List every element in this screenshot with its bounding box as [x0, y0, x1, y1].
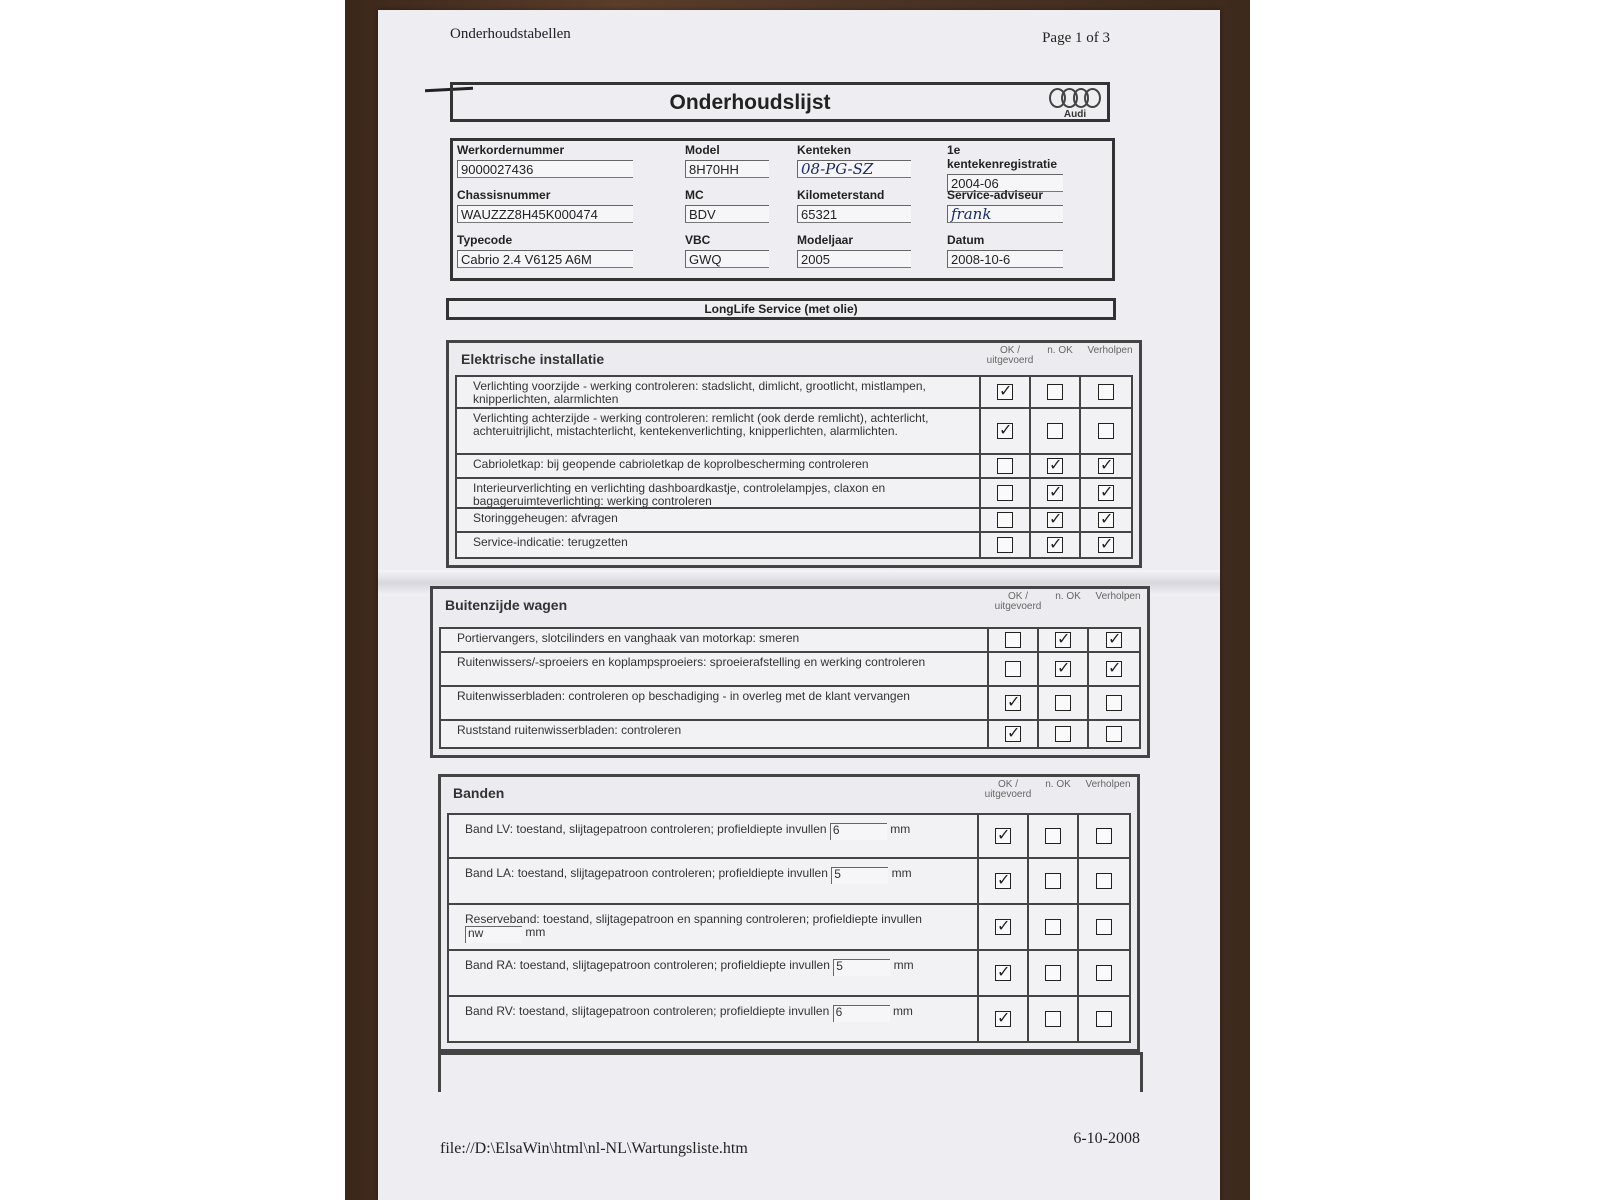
- checkbox-cell: [1079, 815, 1129, 857]
- vbc-value: GWQ: [685, 250, 769, 268]
- werkordernummer-value: 9000027436: [457, 160, 633, 178]
- verholpen-checkbox[interactable]: [1096, 965, 1112, 981]
- column-headers: [983, 780, 1133, 800]
- checklist-rows: [439, 627, 1141, 749]
- checkbox-cell: [1029, 859, 1079, 903]
- checkbox-cell: [989, 721, 1039, 747]
- tread-depth-input[interactable]: 5: [833, 959, 890, 976]
- nok-checkbox[interactable]: [1047, 423, 1063, 439]
- checkbox-cell: [1031, 533, 1081, 557]
- col-nok: n. OK: [1047, 345, 1073, 356]
- checkbox-cell: [1081, 377, 1131, 407]
- checkbox-cell: [979, 997, 1029, 1041]
- row-text: Portiervangers, slotcilinders en vanghaak van motorkap: smeren: [457, 631, 800, 645]
- registratie-field: 1e kentekenregistratie 2004-06: [947, 143, 1063, 192]
- row-description: [449, 815, 979, 857]
- section-buitenzijde: [430, 586, 1150, 758]
- km-field: Kilometerstand 65321: [797, 188, 911, 223]
- checkbox-cell: [1029, 905, 1079, 949]
- page-title: Onderhoudslijst: [669, 91, 831, 114]
- maintenance-sheet: [378, 10, 1220, 1200]
- datum-field: Datum 2008-10-6: [947, 233, 1063, 268]
- checkbox-cell: [1039, 721, 1089, 747]
- row-text: Verlichting achterzijde - werking controleren: remlicht (ook derde remlicht), achterlicht, achteruitrijlicht, mistachterlicht, kentekenverlichting, knipperlichten, alarmlichten.: [473, 411, 929, 438]
- checkbox-cell: [1039, 687, 1089, 719]
- unit-label: mm: [891, 866, 912, 880]
- model-value: 8H70HH: [685, 160, 769, 178]
- checkbox-cell: [1031, 509, 1081, 531]
- checkbox-cell: [989, 687, 1039, 719]
- row-text: Verlichting voorzijde - werking controleren: stadslicht, dimlicht, grootlicht, mistlampen, knipperlichten, alarmlichten: [473, 379, 926, 406]
- row-text: Ruitenwisserbladen: controleren op beschadiging - in overleg met de klant vervangen: [457, 689, 910, 703]
- row-description: [457, 533, 981, 557]
- typecode-field: Typecode Cabrio 2.4 V6125 A6M: [457, 233, 633, 268]
- checkbox-cell: [979, 905, 1029, 949]
- ok-checkbox[interactable]: [997, 537, 1013, 553]
- checkbox-cell: [1081, 509, 1131, 531]
- unit-label: mm: [893, 958, 914, 972]
- ok-checkbox[interactable]: [995, 828, 1011, 844]
- checkbox-cell: [981, 409, 1031, 453]
- nok-checkbox[interactable]: [1047, 485, 1063, 501]
- chassis-field: Chassisnummer WAUZZZ8H45K000474: [457, 188, 633, 223]
- checkbox-cell: [1079, 859, 1129, 903]
- table-row: [439, 653, 1141, 687]
- checkbox-cell: [979, 815, 1029, 857]
- nok-checkbox[interactable]: [1045, 965, 1061, 981]
- table-row: [447, 813, 1131, 859]
- verholpen-checkbox[interactable]: [1098, 458, 1114, 474]
- vbc-field: VBC GWQ: [685, 233, 769, 268]
- checkbox-cell: [1081, 533, 1131, 557]
- checkbox-cell: [1079, 951, 1129, 995]
- row-description: [457, 509, 981, 531]
- audi-logo: [1049, 88, 1101, 118]
- col-verholpen: Verholpen: [1085, 779, 1131, 790]
- model-field: Model 8H70HH: [685, 143, 769, 178]
- checkbox-cell: [981, 533, 1031, 557]
- row-description: [457, 377, 981, 407]
- page-number: Page 1 of 3: [1042, 30, 1110, 46]
- table-row: [439, 627, 1141, 653]
- modeljaar-field: Modeljaar 2005: [797, 233, 911, 268]
- nok-checkbox[interactable]: [1045, 1011, 1061, 1027]
- verholpen-checkbox[interactable]: [1096, 1011, 1112, 1027]
- section-title: Banden: [453, 785, 505, 801]
- checkbox-cell: [1031, 455, 1081, 477]
- checkbox-cell: [1089, 687, 1139, 719]
- row-text: Band RV: toestand, slijtagepatroon controleren; profieldiepte invullen: [465, 1004, 830, 1018]
- nok-checkbox[interactable]: [1055, 695, 1071, 711]
- mc-field: MC BDV: [685, 188, 769, 223]
- checkbox-cell: [1081, 479, 1131, 507]
- verholpen-checkbox[interactable]: [1106, 661, 1122, 677]
- audi-rings-icon: [1049, 88, 1101, 108]
- table-row: [455, 509, 1133, 533]
- header-left: Onderhoudstabellen: [450, 26, 571, 42]
- verholpen-checkbox[interactable]: [1098, 537, 1114, 553]
- nok-checkbox[interactable]: [1055, 632, 1071, 648]
- ok-checkbox[interactable]: [997, 485, 1013, 501]
- col-verholpen: Verholpen: [1095, 591, 1141, 602]
- row-text: Ruststand ruitenwisserbladen: controleren: [457, 723, 682, 737]
- row-text: Reserveband: toestand, slijtagepatroon en spanning controleren; profieldiepte invullen: [465, 912, 922, 926]
- checkbox-cell: [1079, 905, 1129, 949]
- checkbox-cell: [989, 629, 1039, 651]
- section-title: Buitenzijde wagen: [445, 597, 568, 613]
- verholpen-checkbox[interactable]: [1106, 695, 1122, 711]
- verholpen-checkbox[interactable]: [1098, 423, 1114, 439]
- column-headers: [993, 592, 1143, 612]
- verholpen-checkbox[interactable]: [1106, 632, 1122, 648]
- table-row: [455, 479, 1133, 509]
- section-elektrisch: [446, 340, 1142, 568]
- row-text: Band RA: toestand, slijtagepatroon controleren; profieldiepte invullen: [465, 958, 830, 972]
- footer-path: file://D:\ElsaWin\html\nl-NL\Wartungsliste.htm: [440, 1140, 748, 1157]
- km-value: 65321: [797, 205, 911, 223]
- table-row: [455, 533, 1133, 559]
- row-description: [449, 859, 979, 903]
- checkbox-cell: [1081, 409, 1131, 453]
- mc-value: BDV: [685, 205, 769, 223]
- checkbox-cell: [1039, 629, 1089, 651]
- ok-checkbox[interactable]: [995, 919, 1011, 935]
- table-row: [455, 409, 1133, 455]
- nok-checkbox[interactable]: [1055, 726, 1071, 742]
- verholpen-checkbox[interactable]: [1096, 873, 1112, 889]
- werkordernummer-field: Werkordernummer 9000027436: [457, 143, 633, 178]
- col-verholpen: Verholpen: [1087, 345, 1133, 356]
- verholpen-checkbox[interactable]: [1098, 485, 1114, 501]
- row-description: [441, 653, 989, 685]
- adviseur-field: Service-adviseur frank: [947, 188, 1063, 223]
- checkbox-cell: [1031, 409, 1081, 453]
- tread-depth-input[interactable]: 6: [833, 1005, 890, 1022]
- typecode-value: Cabrio 2.4 V6125 A6M: [457, 250, 633, 268]
- checkbox-cell: [981, 509, 1031, 531]
- table-row: [439, 721, 1141, 749]
- checkbox-cell: [1029, 815, 1079, 857]
- kenteken-value: 08-PG-SZ: [797, 160, 911, 178]
- unit-label: mm: [525, 925, 546, 939]
- title-box: [450, 82, 1110, 122]
- checklist-rows: [455, 375, 1133, 559]
- row-description: [449, 905, 979, 949]
- table-row: [447, 905, 1131, 951]
- table-row: [455, 375, 1133, 409]
- section-title: Elektrische installatie: [461, 351, 605, 367]
- checkbox-cell: [1081, 455, 1131, 477]
- next-section-box: [438, 1052, 1143, 1092]
- table-row: [447, 951, 1131, 997]
- checkbox-cell: [1029, 997, 1079, 1041]
- verholpen-checkbox[interactable]: [1106, 726, 1122, 742]
- kenteken-field: Kenteken 08-PG-SZ: [797, 143, 911, 178]
- verholpen-checkbox[interactable]: [1096, 919, 1112, 935]
- col-nok: n. OK: [1055, 591, 1081, 602]
- ok-checkbox[interactable]: [1005, 695, 1021, 711]
- vehicle-info-box: [450, 138, 1115, 281]
- row-description: [449, 951, 979, 995]
- nok-checkbox[interactable]: [1047, 537, 1063, 553]
- checkbox-cell: [1029, 951, 1079, 995]
- column-headers: [985, 346, 1135, 366]
- tread-depth-input[interactable]: nw: [465, 926, 522, 943]
- nok-checkbox[interactable]: [1055, 661, 1071, 677]
- nok-checkbox[interactable]: [1045, 873, 1061, 889]
- col-ok: OK / uitgevoerd: [984, 779, 1032, 800]
- footer-date: 6-10-2008: [1073, 1130, 1140, 1147]
- nok-checkbox[interactable]: [1047, 512, 1063, 528]
- row-description: [441, 687, 989, 719]
- row-description: [457, 409, 981, 453]
- nok-checkbox[interactable]: [1047, 458, 1063, 474]
- checkbox-cell: [1089, 629, 1139, 651]
- row-description: [441, 721, 989, 747]
- row-text: Band LA: toestand, slijtagepatroon controleren; profieldiepte invullen: [465, 866, 828, 880]
- ok-checkbox[interactable]: [997, 423, 1013, 439]
- col-ok: OK / uitgevoerd: [986, 345, 1034, 366]
- table-row: [439, 687, 1141, 721]
- verholpen-checkbox[interactable]: [1096, 828, 1112, 844]
- unit-label: mm: [892, 1004, 913, 1018]
- col-ok: OK / uitgevoerd: [994, 591, 1042, 612]
- row-text: Band LV: toestand, slijtagepatroon controleren; profieldiepte invullen: [465, 822, 827, 836]
- ok-checkbox[interactable]: [995, 873, 1011, 889]
- checkbox-cell: [1031, 479, 1081, 507]
- checkbox-cell: [981, 479, 1031, 507]
- ok-checkbox[interactable]: [1005, 632, 1021, 648]
- brand-name: Audi: [1063, 109, 1087, 120]
- nok-checkbox[interactable]: [1045, 919, 1061, 935]
- row-description: [441, 629, 989, 651]
- row-description: [457, 455, 981, 477]
- table-row: [447, 997, 1131, 1043]
- nok-checkbox[interactable]: [1047, 384, 1063, 400]
- row-description: [457, 479, 981, 507]
- table-row: [455, 455, 1133, 479]
- unit-label: mm: [890, 822, 911, 836]
- checkbox-cell: [981, 377, 1031, 407]
- table-row: [447, 859, 1131, 905]
- row-description: [449, 997, 979, 1041]
- chassis-value: WAUZZZ8H45K000474: [457, 205, 633, 223]
- checkbox-cell: [1079, 997, 1129, 1041]
- row-text: Interieurverlichting en verlichting dashboardkastje, controlelampjes, claxon en bagageruimteverlichting: werking controleren: [473, 481, 886, 508]
- row-text: Service-indicatie: terugzetten: [473, 535, 628, 549]
- checkbox-cell: [989, 653, 1039, 685]
- ok-checkbox[interactable]: [997, 512, 1013, 528]
- row-text: Ruitenwissers/-sproeiers en koplampsproeiers: sproeierafstelling en werking controleren: [457, 655, 926, 669]
- nok-checkbox[interactable]: [1045, 828, 1061, 844]
- modeljaar-value: 2005: [797, 250, 911, 268]
- ok-checkbox[interactable]: [997, 384, 1013, 400]
- tread-depth-input[interactable]: 5: [831, 867, 888, 884]
- checkbox-cell: [981, 455, 1031, 477]
- ok-checkbox[interactable]: [1005, 726, 1021, 742]
- checkbox-cell: [1089, 653, 1139, 685]
- verholpen-checkbox[interactable]: [1098, 512, 1114, 528]
- datum-value: 2008-10-6: [947, 250, 1063, 268]
- tyre-rows: [447, 813, 1131, 1043]
- section-banden: [438, 774, 1140, 1052]
- row-text: Storinggeheugen: afvragen: [473, 511, 618, 525]
- registratie-value: 2004-06: [947, 174, 1063, 192]
- row-text: Cabrioletkap: bij geopende cabrioletkap de koprolbescherming controleren: [473, 457, 869, 471]
- service-type-bar: LongLife Service (met olie): [446, 298, 1116, 320]
- col-nok: n. OK: [1045, 779, 1071, 790]
- checkbox-cell: [979, 859, 1029, 903]
- tread-depth-input[interactable]: 6: [830, 823, 887, 840]
- ok-checkbox[interactable]: [995, 1011, 1011, 1027]
- checkbox-cell: [1031, 377, 1081, 407]
- checkbox-cell: [979, 951, 1029, 995]
- ok-checkbox[interactable]: [995, 965, 1011, 981]
- ok-checkbox[interactable]: [1005, 661, 1021, 677]
- ok-checkbox[interactable]: [997, 458, 1013, 474]
- adviseur-value: frank: [947, 205, 1063, 223]
- checkbox-cell: [1039, 653, 1089, 685]
- verholpen-checkbox[interactable]: [1098, 384, 1114, 400]
- checkbox-cell: [1089, 721, 1139, 747]
